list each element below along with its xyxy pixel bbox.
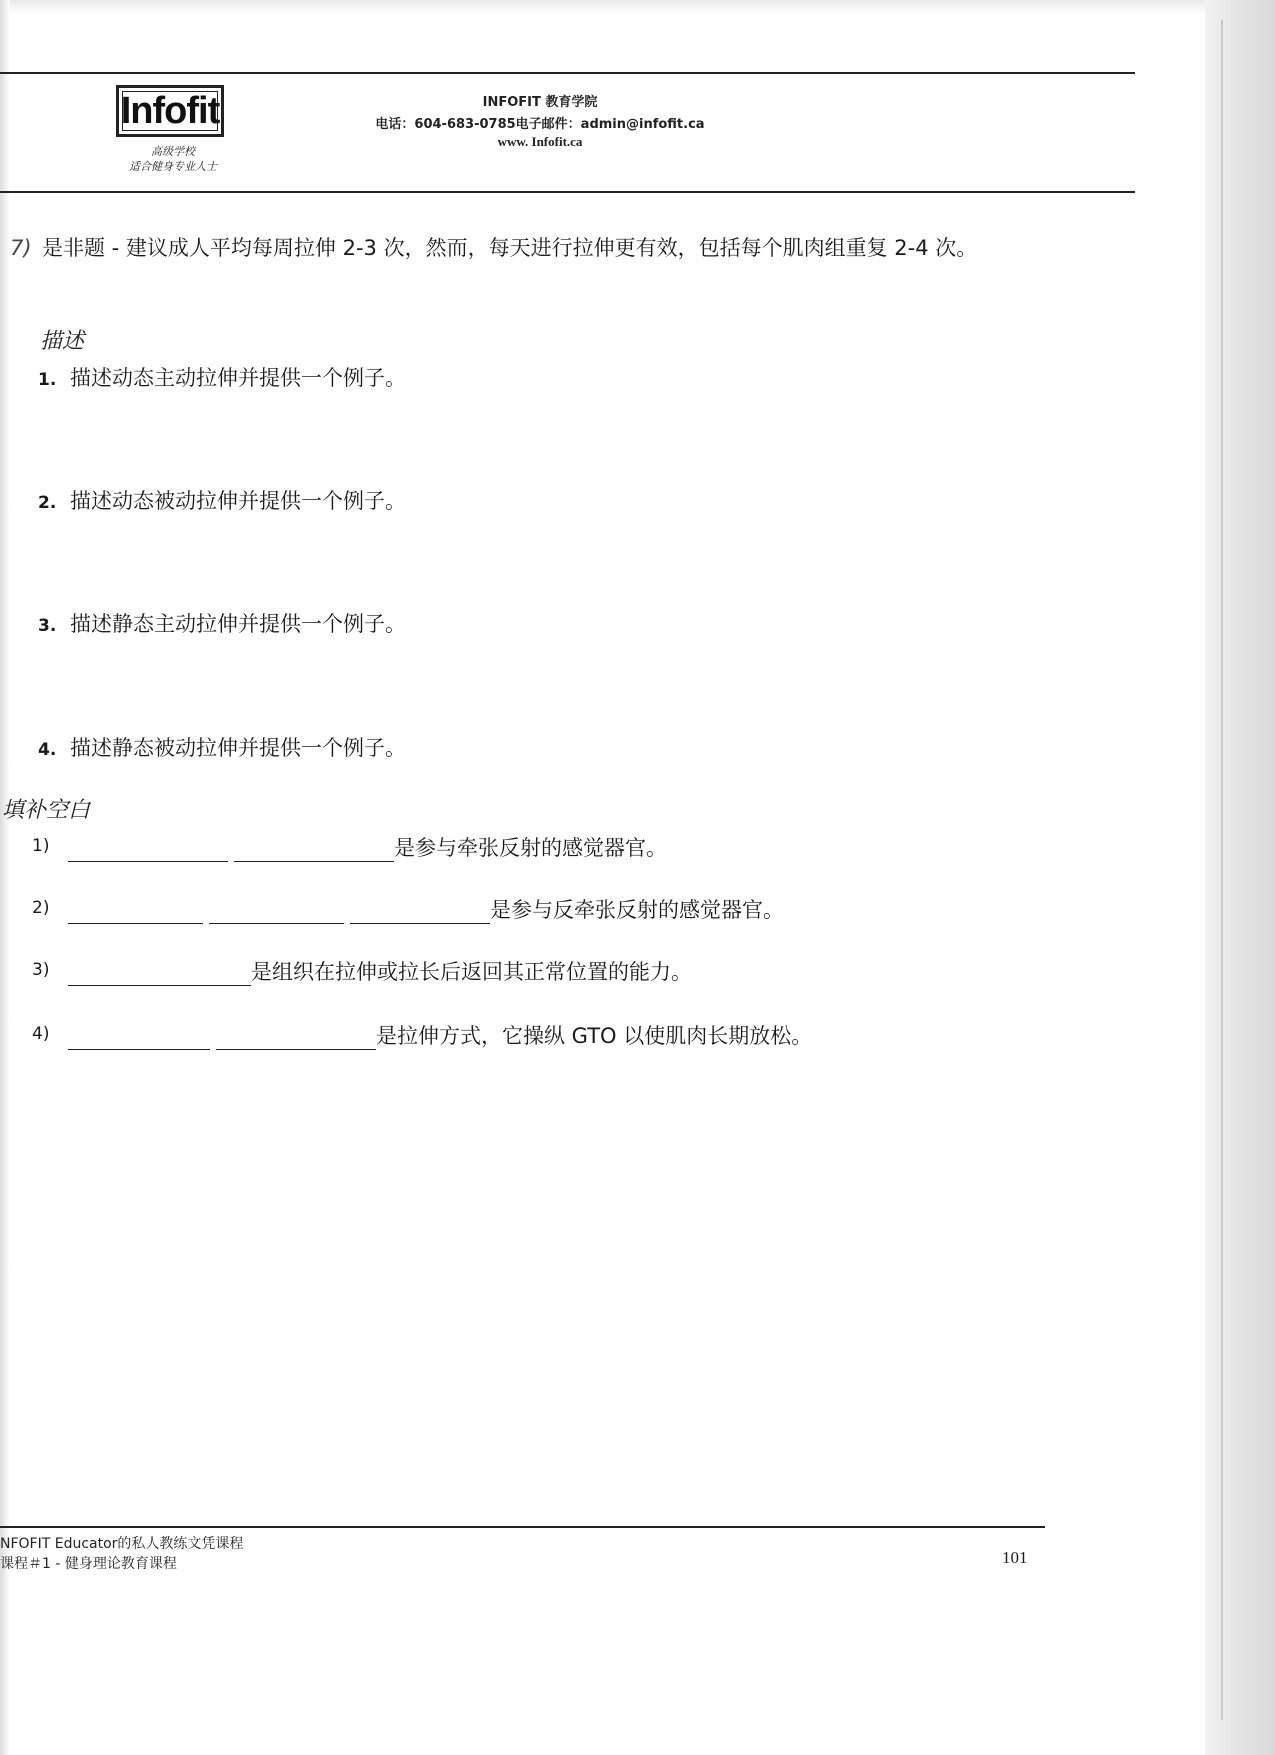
fill-blank-item — [32, 1020, 813, 1050]
answer-blank[interactable] — [68, 963, 251, 986]
scan-right-edge-line — [1221, 20, 1223, 1720]
fill-blank-text: 是参与反牵张反射的感觉器官。 — [490, 898, 784, 922]
fill-blank-text: 是拉伸方式，它操纵 GTO 以使肌肉长期放松。 — [376, 1024, 813, 1048]
answer-blank[interactable] — [209, 901, 344, 924]
question-7 — [10, 232, 1100, 264]
header-contact: 电话：604-683-0785电子邮件：admin@infofit.ca — [375, 117, 705, 132]
fill-blank-item — [32, 832, 667, 862]
fill-blank-number: 4) — [32, 1024, 50, 1044]
fill-blank-number: 3) — [32, 960, 50, 980]
fill-blank-text: 是参与牵张反射的感觉器官。 — [394, 836, 667, 860]
describe-item — [38, 362, 406, 392]
header-top-rule — [0, 72, 1135, 74]
answer-blank[interactable] — [234, 839, 394, 862]
answer-blank[interactable] — [350, 901, 490, 924]
describe-item-text: 描述静态被动拉伸并提供一个例子。 — [70, 736, 406, 760]
describe-item-number: 1. — [38, 370, 57, 390]
answer-blank[interactable] — [68, 839, 228, 862]
fill-blank-number: 1) — [32, 836, 50, 856]
describe-item-text: 描述静态主动拉伸并提供一个例子。 — [70, 612, 406, 636]
answer-blank[interactable] — [68, 901, 203, 924]
describe-item — [38, 485, 406, 515]
answer-blank[interactable] — [68, 1027, 210, 1050]
describe-item-number: 2. — [38, 493, 57, 513]
footer-course-title: NFOFIT Educator的私人教练文凭课程 — [0, 1536, 244, 1552]
question-7-text: 是非题 - 建议成人平均每周拉伸 2-3 次，然而，每天进行拉伸更有效，包括每个肌肉组重复 2-4 次。 — [42, 236, 978, 260]
header-org-name: INFOFIT 教育学院 — [482, 95, 598, 110]
infofit-logo: Infofit — [116, 85, 224, 137]
describe-item-text: 描述动态被动拉伸并提供一个例子。 — [70, 489, 406, 513]
describe-item-number: 3. — [38, 616, 57, 636]
footer-rule — [0, 1526, 1045, 1528]
describe-item — [38, 732, 406, 762]
fill-blank-item — [32, 894, 784, 924]
fill-blank-item — [32, 956, 692, 986]
header-bottom-rule — [0, 191, 1135, 193]
describe-item-text: 描述动态主动拉伸并提供一个例子。 — [70, 366, 406, 390]
scan-right-edge — [1205, 0, 1275, 1755]
logo-subtitle-2: 适合健身专业人士 — [129, 160, 217, 173]
describe-item-number: 4. — [38, 740, 57, 760]
scan-top-edge — [0, 0, 1275, 14]
footer-course-subtitle: 课程＃1 - 健身理论教育课程 — [0, 1556, 177, 1572]
header-website: www. Infofit.ca — [497, 134, 583, 149]
describe-item — [38, 608, 406, 638]
scan-left-edge — [0, 0, 10, 1755]
logo-subtitle-1: 高级学校 — [151, 145, 195, 158]
page-number: 101 — [1002, 1548, 1028, 1567]
describe-heading: 描述 — [40, 329, 85, 354]
fill-blank-number: 2) — [32, 898, 50, 918]
question-7-number: 7) — [10, 236, 32, 260]
answer-blank[interactable] — [216, 1027, 376, 1050]
fill-blank-text: 是组织在拉伸或拉长后返回其正常位置的能力。 — [251, 960, 692, 984]
fill-blank-heading: 填补空白 — [2, 798, 91, 823]
